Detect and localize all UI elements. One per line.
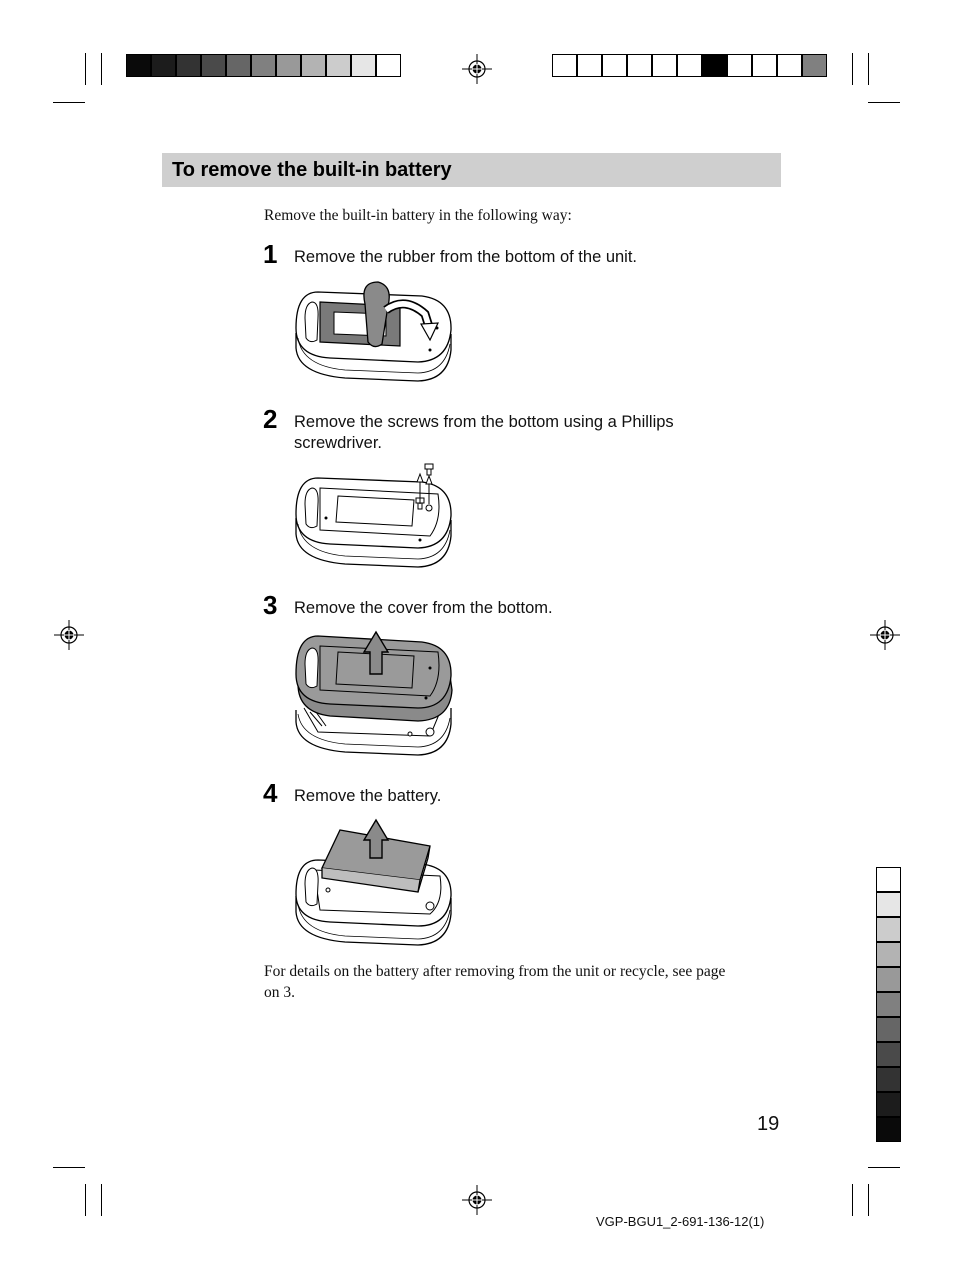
page-number: 19	[757, 1113, 780, 1135]
color-swatch	[577, 54, 602, 77]
color-swatch	[876, 1092, 901, 1117]
registration-mark-icon	[54, 620, 84, 650]
color-swatch	[151, 54, 176, 77]
color-swatch	[201, 54, 226, 77]
color-swatch	[876, 1017, 901, 1042]
battery-removal-illustration	[290, 818, 460, 950]
step-text: screwdriver.	[294, 434, 383, 452]
color-swatch	[677, 54, 702, 77]
color-swatch	[301, 54, 326, 77]
color-swatch	[876, 967, 901, 992]
note-text-line: on 3.	[264, 984, 295, 1001]
color-swatch	[652, 54, 677, 77]
step-text: Remove the battery.	[294, 787, 442, 805]
screw-removal-illustration	[290, 460, 460, 572]
rubber-removal-illustration	[290, 278, 460, 386]
color-swatch	[876, 867, 901, 892]
step-number: 4	[263, 778, 278, 808]
color-swatch	[326, 54, 351, 77]
registration-mark-icon	[870, 620, 900, 650]
step-text: Remove the cover from the bottom.	[294, 599, 553, 617]
registration-mark-icon	[462, 1185, 492, 1215]
color-swatch	[876, 892, 901, 917]
color-swatch	[226, 54, 251, 77]
color-swatch	[126, 54, 151, 77]
color-swatch	[727, 54, 752, 77]
step-number: 1	[263, 239, 278, 269]
color-swatch	[251, 54, 276, 77]
color-swatch	[351, 54, 376, 77]
color-swatch	[777, 54, 802, 77]
color-swatch	[876, 917, 901, 942]
document-code: VGP-BGU1_2-691-136-12(1)	[596, 1214, 765, 1229]
color-swatch	[376, 54, 401, 77]
step-text: Remove the rubber from the bottom of the unit.	[294, 248, 638, 266]
color-swatch	[627, 54, 652, 77]
color-swatch	[276, 54, 301, 77]
color-swatch	[176, 54, 201, 77]
color-swatch	[752, 54, 777, 77]
step-number: 3	[263, 590, 278, 620]
color-swatch	[602, 54, 627, 77]
color-swatch	[702, 54, 727, 77]
color-swatch	[876, 1067, 901, 1092]
color-swatch	[876, 992, 901, 1017]
step-number: 2	[263, 404, 278, 434]
section-title: To remove the built-in battery	[172, 159, 452, 181]
color-swatch	[552, 54, 577, 77]
intro-text: Remove the built-in battery in the following way:	[264, 207, 572, 224]
color-swatch	[876, 942, 901, 967]
color-swatch	[876, 1042, 901, 1067]
note-text-line: For details on the battery after removing from the unit or recycle, see page	[264, 963, 726, 980]
color-swatch	[802, 54, 827, 77]
registration-mark-icon	[462, 54, 492, 84]
step-text: Remove the screws from the bottom using a Phillips	[294, 413, 674, 431]
color-swatch	[876, 1117, 901, 1142]
cover-removal-illustration	[290, 628, 460, 760]
